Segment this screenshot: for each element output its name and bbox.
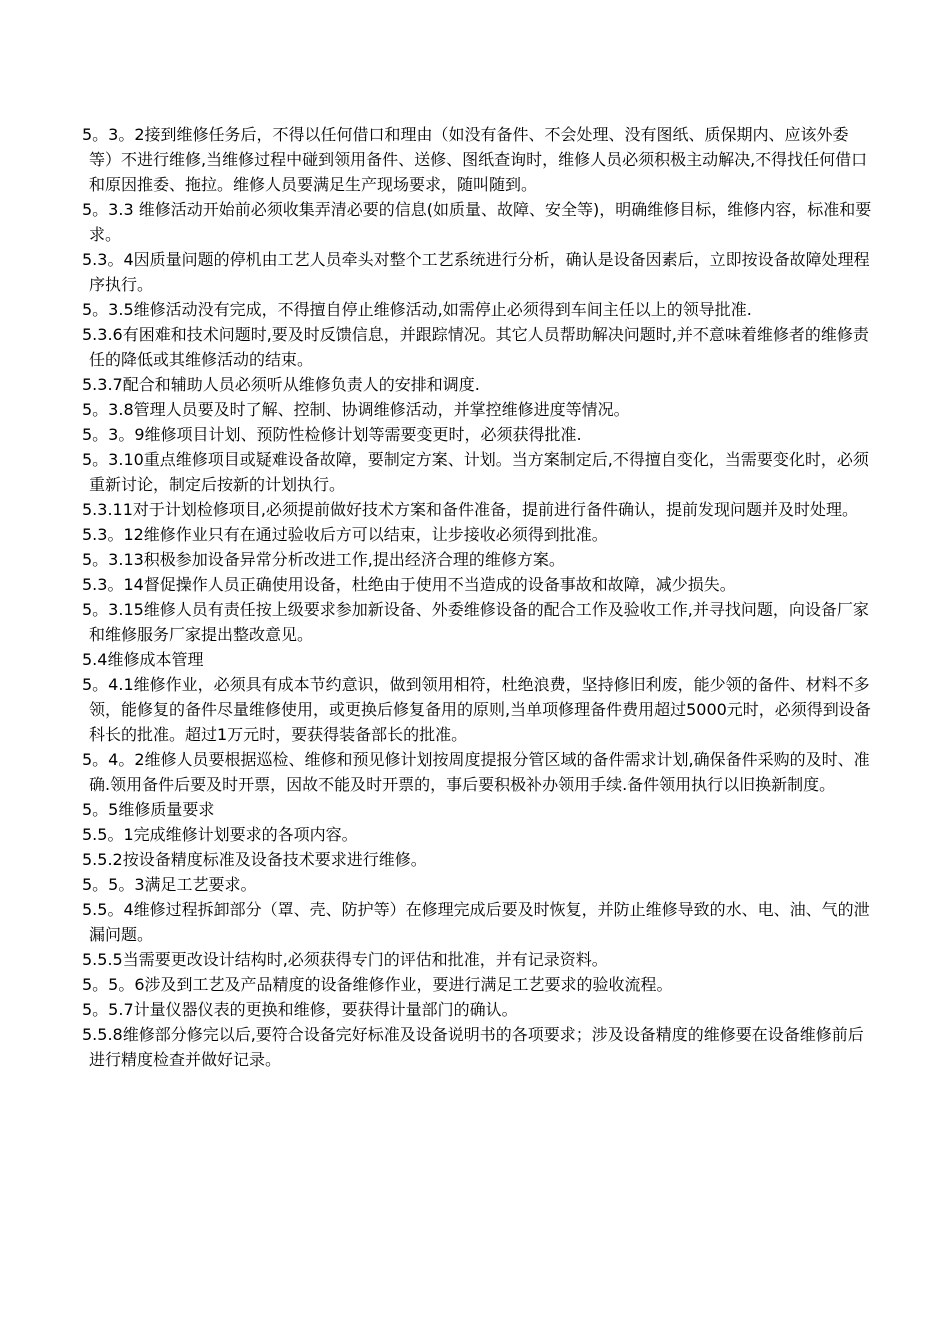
paragraph-5-3-5: 5。3.5维修活动没有完成，不得擅自停止维修活动,如需停止必须得到车间主任以上的领导批准. [82,300,752,319]
paragraph-5-3-12: 5.3。12维修作业只有在通过验收后方可以结束，让步接收必须得到批准。 [82,525,608,544]
paragraph-5-5-7: 5。5.7计量仪器仪表的更换和维修，要获得计量部门的确认。 [82,1000,518,1019]
paragraph-5-4-1: 5。4.1维修作业，必须具有成本节约意识，做到领用相符，杜绝浪费，坚持修旧利废，能少领的备件、材料不多领，能修复的备件尽量维修使用，或更换后修复备用的原则,当单项修理备件费用超过5000元时，必须得到设备科长的批准。超过1万元时，要获得装备部长的批准。 [82,675,871,744]
paragraph-5-5-8: 5.5.8维修部分修完以后,要符合设备完好标准及设备说明书的各项要求；涉及设备精度的维修要在设备维修前后进行精度检查并做好记录。 [82,1025,864,1069]
paragraph-5-5-2: 5.5.2按设备精度标准及设备技术要求进行维修。 [82,850,427,869]
paragraph-5-3-15: 5。3.15维修人员有责任按上级要求参加新设备、外委维修设备的配合工作及验收工作,并寻找问题，向设备厂家和维修服务厂家提出整改意见。 [82,600,869,644]
paragraph-5-3-10: 5。3.10重点维修项目或疑难设备故障，要制定方案、计划。当方案制定后,不得擅自变化，当需要变化时，必须重新讨论，制定后按新的计划执行。 [82,450,869,494]
paragraph-5-3-3: 5。3.3 维修活动开始前必须收集弄清必要的信息(如质量、故障、安全等)，明确维修目标，维修内容，标准和要求。 [82,200,872,244]
paragraph-5-3-2: 5。3。2接到维修任务后，不得以任何借口和理由（如没有备件、不会处理、没有图纸、质保期内、应该外委等）不进行维修,当维修过程中碰到领用备件、送修、图纸查询时，维修人员必须积极主动解决,不得找任何借口和原因推委、拖拉。维修人员要满足生产现场要求，随叫随到。 [82,125,868,194]
paragraph-5-3-7: 5.3.7配合和辅助人员必须听从维修负责人的安排和调度. [82,375,480,394]
paragraph-5-5-4: 5.5。4维修过程拆卸部分（罩、壳、防护等）在修理完成后要及时恢复，并防止维修导致的水、电、油、气的泄漏问题。 [82,900,870,944]
paragraph-5-3-11: 5.3.11对于计划检修项目,必须提前做好技术方案和备件准备，提前进行备件确认，提前发现问题并及时处理。 [82,500,858,519]
paragraph-5-3-6: 5.3.6有困难和技术问题时,要及时反馈信息，并跟踪情况。其它人员帮助解决问题时,并不意味着维修者的维修责任的降低或其维修活动的结束。 [82,325,869,369]
paragraph-5-5-3: 5。5。3满足工艺要求。 [82,875,257,894]
document-body [82,122,872,1072]
paragraph-5-5-5: 5.5.5当需要更改设计结构时,必须获得专门的评估和批准，并有记录资料。 [82,950,608,969]
paragraph-5-3-9: 5。3。9维修项目计划、预防性检修计划等需要变更时，必须获得批准. [82,425,582,444]
paragraph-5-5-6: 5。5。6涉及到工艺及产品精度的设备维修作业，要进行满足工艺要求的验收流程。 [82,975,673,994]
paragraph-5-3-14: 5.3。14督促操作人员正确使用设备，杜绝由于使用不当造成的设备事故和故障，减少损失。 [82,575,736,594]
section-heading-5-5: 5。5维修质量要求 [82,800,215,819]
paragraph-5-3-4: 5.3。4因质量问题的停机由工艺人员牵头对整个工艺系统进行分析，确认是设备因素后，立即按设备故障处理程序执行。 [82,250,870,294]
paragraph-5-3-13: 5。3.13积极参加设备异常分析改进工作,提出经济合理的维修方案。 [82,550,565,569]
section-heading-5-4: 5.4维修成本管理 [82,650,204,669]
paragraph-5-3-8: 5。3.8管理人员要及时了解、控制、协调维修活动，并掌控维修进度等情况。 [82,400,630,419]
paragraph-5-5-1: 5.5。1完成维修计划要求的各项内容。 [82,825,358,844]
paragraph-5-4-2: 5。4。2维修人员要根据巡检、维修和预见修计划按周度提报分管区域的备件需求计划,确保备件采购的及时、准确.领用备件后要及时开票，因故不能及时开票的，事后要积极补办领用手续.备件领用执行以旧换新制度。 [82,750,870,794]
